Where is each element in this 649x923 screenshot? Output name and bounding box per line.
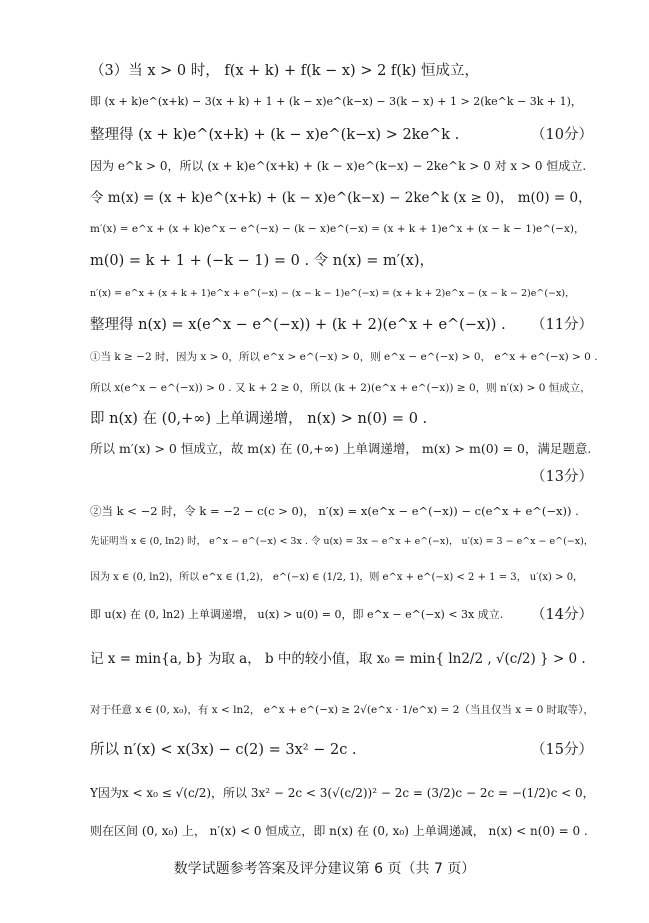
text-line: 记 x = min{a, b} 为取 a， b 中的较小值，取 x₀ = min{ ln2/2 , √(c/2) } > 0 . [90, 651, 586, 667]
text-line: 整理得 n(x) = x(e^x − e^(−x)) + (k + 2)(e^x + e^(−x)) . [90, 317, 506, 333]
score-marker: （13分） [531, 469, 593, 485]
text-line: 所以 n′(x) < x(3x) − c(2) = 3x² − 2c . [90, 742, 357, 758]
text-line: （3）当 x > 0 时， f(x + k) + f(k − x) > 2 f(k) 恒成立， [90, 63, 479, 79]
text-line: 因为 e^k > 0，所以 (x + k)e^(x+k) + (k − x)e^(k−x) − 2ke^k > 0 对 x > 0 恒成立. [90, 159, 587, 173]
text-line: 即 n(x) 在 (0,+∞) 上单调递增， n(x) > n(0) = 0 . [90, 411, 428, 427]
score-marker: （15分） [531, 742, 593, 758]
score-marker: （10分） [531, 127, 593, 143]
text-line: 则在区间 (0, x₀) 上， n′(x) < 0 恒成立，即 n(x) 在 (0, x₀) 上单调递减， n(x) < n(0) = 0 . [90, 824, 588, 838]
text-line: 令 m(x) = (x + k)e^(x+k) + (k − x)e^(k−x) − 2ke^k (x ≥ 0)， m(0) = 0， [90, 190, 592, 206]
text-line: 对于任意 x ∈ (0, x₀)，有 x < ln2， e^x + e^(−x) ≥ 2√(e^x · 1/e^x) = 2（当且仅当 x = 0 时取等）， [90, 704, 594, 716]
text-line: 整理得 (x + k)e^(x+k) + (k − x)e^(k−x) > 2ke^k . [90, 127, 460, 143]
text-line: Y因为x < x₀ ≤ √(c/2)，所以 3x² − 2c < 3(√(c/2))² − 2c = (3/2)c − 2c = −(1/2)c < 0， [90, 786, 595, 800]
page-footer: 数学试题参考答案及评分建议第 6 页（共 7 页） [173, 861, 476, 877]
text-line: n′(x) = e^x + (x + k + 1)e^x + e^(−x) − (x − k − 1)e^(−x) = (x + k + 2)e^x − (x − k − 2)e^(−x)， [90, 288, 575, 299]
score-marker: （14分） [531, 607, 593, 623]
text-line: 所以 x(e^x − e^(−x)) > 0 . 又 k + 2 ≥ 0，所以 (k + 2)(e^x + e^(−x)) ≥ 0，则 n′(x) > 0 恒成立， [90, 382, 591, 394]
text-line: 因为 x ∈ (0, ln2)，所以 e^x ∈ (1,2)， e^(−x) ∈ (1/2, 1)，则 e^x + e^(−x) < 2 + 1 = 3， u′(x) > 0， [90, 572, 584, 583]
text-line: 所以 m′(x) > 0 恒成立，故 m(x) 在 (0,+∞) 上单调递增， m(x) > m(0) = 0，满足题意. [90, 441, 592, 456]
score-marker: （11分） [531, 317, 593, 333]
text-line: 先证明当 x ∈ (0, ln2) 时， e^x − e^(−x) < 3x . 令 u(x) = 3x − e^x + e^(−x)， u′(x) = 3 − e^x − e^(−x)， [90, 536, 594, 547]
text-line: m′(x) = e^x + (x + k)e^x − e^(−x) − (k − x)e^(−x) = (x + k + 1)e^x + (x − k − 1)e^(−x)， [90, 223, 585, 235]
text-line: ②当 k < −2 时，令 k = −2 − c(c > 0)， n′(x) = x(e^x − e^(−x)) − c(e^x + e^(−x)) . [90, 504, 579, 518]
text-line: 即 u(x) 在 (0, ln2) 上单调递增， u(x) > u(0) = 0，即 e^x − e^(−x) < 3x 成立. [90, 608, 504, 621]
text-line: ①当 k ≥ −2 时，因为 x > 0，所以 e^x > e^(−x) > 0，则 e^x − e^(−x) > 0， e^x + e^(−x) > 0 . [90, 351, 598, 363]
text-line: 即 (x + k)e^(x+k) − 3(x + k) + 1 + (k − x)e^(k−x) − 3(k − x) + 1 > 2(ke^k − 3k + 1)， [90, 95, 582, 108]
text-line: m(0) = k + 1 + (−k − 1) = 0 . 令 n(x) = m′(x)， [90, 253, 435, 269]
